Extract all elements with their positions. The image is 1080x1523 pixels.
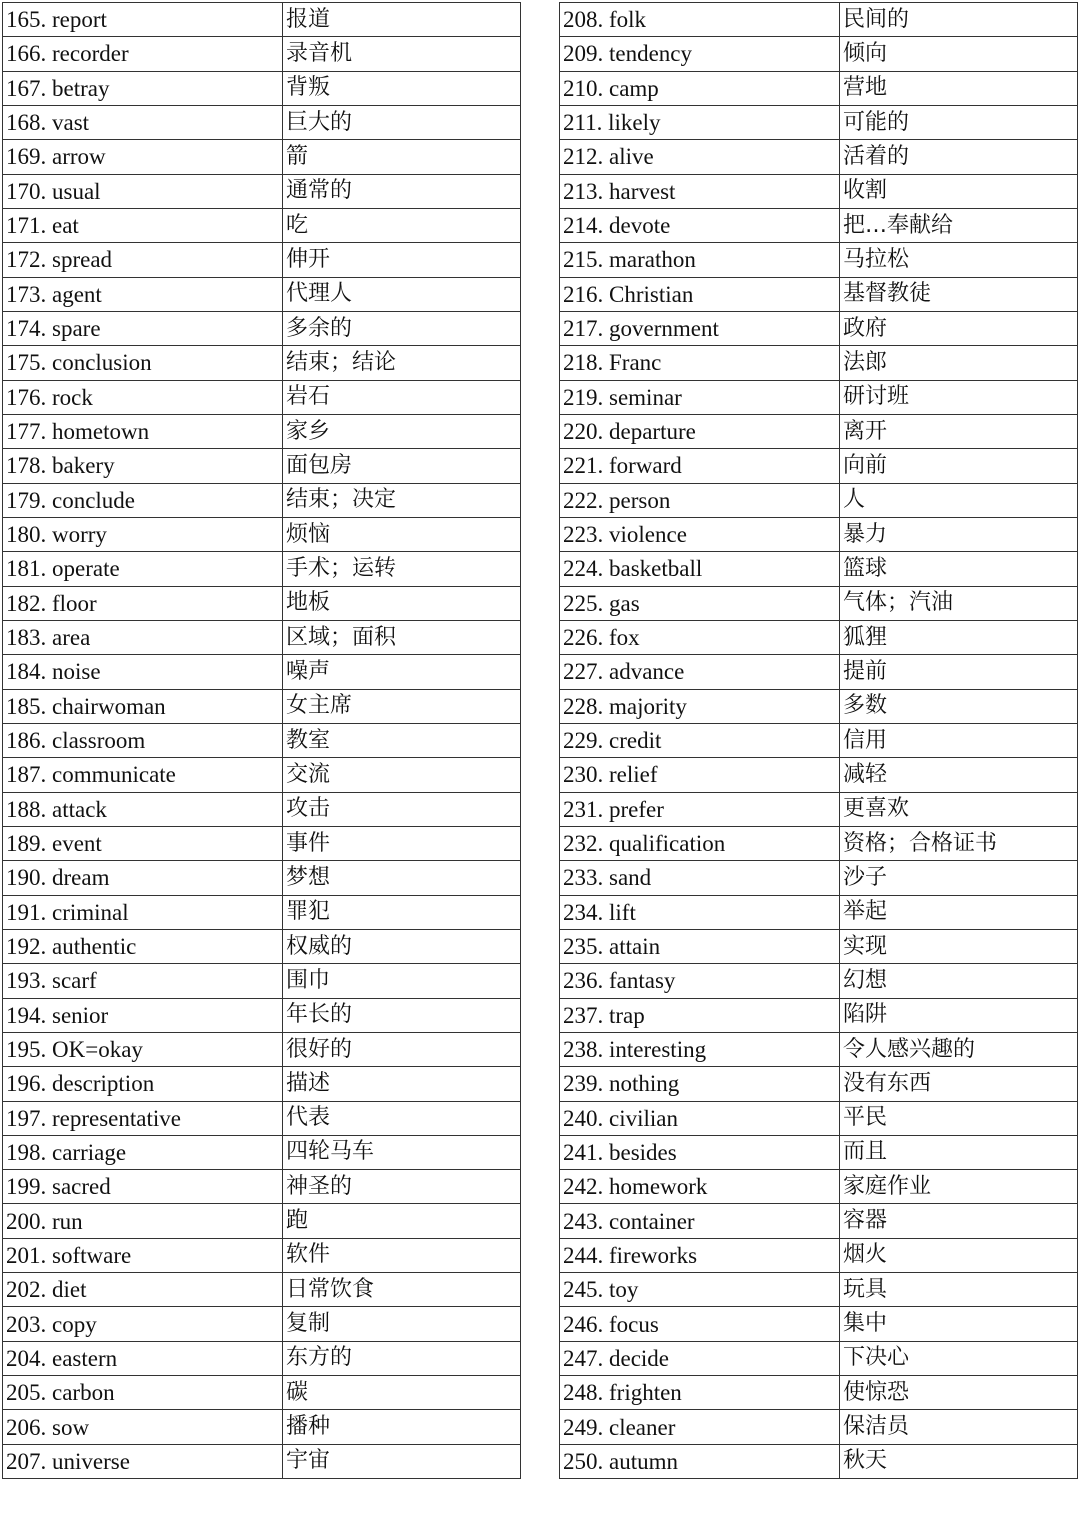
chinese-meaning-cell: 代表 [283,1101,521,1135]
english-word-cell: 183. area [3,620,283,654]
vocabulary-row [3,1204,521,1238]
chinese-meaning-cell: 家乡 [283,414,521,448]
chinese-meaning-cell: 东方的 [283,1341,521,1375]
chinese-meaning-cell: 暴力 [840,517,1078,551]
vocabulary-row [3,758,521,792]
english-word-cell: 195. OK=okay [3,1032,283,1066]
vocabulary-row [560,140,1078,174]
english-word-cell: 198. carriage [3,1135,283,1169]
chinese-meaning-cell: 箭 [283,140,521,174]
chinese-meaning-cell: 地板 [283,586,521,620]
chinese-meaning-cell: 幻想 [840,964,1078,998]
vocabulary-row [3,1341,521,1375]
english-word-cell: 245. toy [560,1273,840,1307]
vocabulary-row [560,483,1078,517]
english-word-cell: 225. gas [560,586,840,620]
chinese-meaning-cell: 沙子 [840,861,1078,895]
english-word-cell: 233. sand [560,861,840,895]
english-word-cell: 223. violence [560,517,840,551]
vocabulary-row [560,414,1078,448]
vocabulary-row [560,1238,1078,1272]
english-word-cell: 170. usual [3,174,283,208]
chinese-meaning-cell: 法郎 [840,346,1078,380]
vocabulary-row [3,140,521,174]
chinese-meaning-cell: 容器 [840,1204,1078,1238]
vocabulary-row [560,1204,1078,1238]
chinese-meaning-cell: 结束；决定 [283,483,521,517]
english-word-cell: 176. rock [3,380,283,414]
vocabulary-row [3,414,521,448]
english-word-cell: 206. sow [3,1410,283,1444]
vocabulary-row [3,723,521,757]
english-word-cell: 247. decide [560,1341,840,1375]
english-word-cell: 212. alive [560,140,840,174]
vocabulary-row [3,208,521,242]
chinese-meaning-cell: 向前 [840,449,1078,483]
chinese-meaning-cell: 多数 [840,689,1078,723]
english-word-cell: 248. frighten [560,1376,840,1410]
english-word-cell: 197. representative [3,1101,283,1135]
english-word-cell: 215. marathon [560,243,840,277]
chinese-meaning-cell: 多余的 [283,311,521,345]
english-word-cell: 242. homework [560,1170,840,1204]
chinese-meaning-cell: 权威的 [283,929,521,963]
chinese-meaning-cell: 通常的 [283,174,521,208]
chinese-meaning-cell: 伸开 [283,243,521,277]
chinese-meaning-cell: 罪犯 [283,895,521,929]
vocabulary-row [3,792,521,826]
english-word-cell: 184. noise [3,655,283,689]
english-word-cell: 235. attain [560,929,840,963]
vocabulary-row [3,552,521,586]
vocabulary-row [3,861,521,895]
english-word-cell: 231. prefer [560,792,840,826]
english-word-cell: 236. fantasy [560,964,840,998]
vocabulary-row [560,723,1078,757]
vocabulary-row [560,655,1078,689]
english-word-cell: 180. worry [3,517,283,551]
english-word-cell: 194. senior [3,998,283,1032]
chinese-meaning-cell: 跑 [283,1204,521,1238]
english-word-cell: 189. event [3,826,283,860]
chinese-meaning-cell: 四轮马车 [283,1135,521,1169]
chinese-meaning-cell: 民间的 [840,3,1078,37]
english-word-cell: 203. copy [3,1307,283,1341]
english-word-cell: 199. sacred [3,1170,283,1204]
vocabulary-row [560,1170,1078,1204]
english-word-cell: 228. majority [560,689,840,723]
vocabulary-row [3,586,521,620]
chinese-meaning-cell: 资格；合格证书 [840,826,1078,860]
english-word-cell: 196. description [3,1067,283,1101]
english-word-cell: 187. communicate [3,758,283,792]
vocabulary-row [3,346,521,380]
english-word-cell: 229. credit [560,723,840,757]
vocabulary-row [3,1170,521,1204]
chinese-meaning-cell: 事件 [283,826,521,860]
left-vocabulary-rows [3,3,521,1479]
english-word-cell: 172. spread [3,243,283,277]
vocabulary-row [560,1101,1078,1135]
vocabulary-row [3,1238,521,1272]
vocabulary-row [560,792,1078,826]
english-word-cell: 211. likely [560,105,840,139]
vocabulary-row [3,655,521,689]
english-word-cell: 193. scarf [3,964,283,998]
chinese-meaning-cell: 马拉松 [840,243,1078,277]
chinese-meaning-cell: 而且 [840,1135,1078,1169]
english-word-cell: 205. carbon [3,1376,283,1410]
english-word-cell: 200. run [3,1204,283,1238]
chinese-meaning-cell: 烦恼 [283,517,521,551]
english-word-cell: 219. seminar [560,380,840,414]
vocabulary-row [3,1410,521,1444]
chinese-meaning-cell: 报道 [283,3,521,37]
vocabulary-row [3,929,521,963]
chinese-meaning-cell: 下决心 [840,1341,1078,1375]
vocabulary-row [3,998,521,1032]
vocabulary-row [560,1307,1078,1341]
english-word-cell: 238. interesting [560,1032,840,1066]
english-word-cell: 249. cleaner [560,1410,840,1444]
chinese-meaning-cell: 提前 [840,655,1078,689]
left-vocabulary-table [2,2,521,1479]
english-word-cell: 188. attack [3,792,283,826]
english-word-cell: 234. lift [560,895,840,929]
right-vocabulary-rows [560,3,1078,1479]
english-word-cell: 226. fox [560,620,840,654]
chinese-meaning-cell: 更喜欢 [840,792,1078,826]
english-word-cell: 246. focus [560,1307,840,1341]
chinese-meaning-cell: 女主席 [283,689,521,723]
english-word-cell: 213. harvest [560,174,840,208]
chinese-meaning-cell: 教室 [283,723,521,757]
english-word-cell: 227. advance [560,655,840,689]
vocabulary-row [560,380,1078,414]
vocabulary-row [560,620,1078,654]
chinese-meaning-cell: 软件 [283,1238,521,1272]
chinese-meaning-cell: 活着的 [840,140,1078,174]
chinese-meaning-cell: 实现 [840,929,1078,963]
english-word-cell: 166. recorder [3,37,283,71]
vocabulary-row [560,1341,1078,1375]
chinese-meaning-cell: 描述 [283,1067,521,1101]
chinese-meaning-cell: 玩具 [840,1273,1078,1307]
chinese-meaning-cell: 岩石 [283,380,521,414]
vocabulary-row [3,174,521,208]
vocabulary-row [3,1307,521,1341]
vocabulary-row [560,37,1078,71]
chinese-meaning-cell: 区域；面积 [283,620,521,654]
chinese-meaning-cell: 举起 [840,895,1078,929]
chinese-meaning-cell: 人 [840,483,1078,517]
english-word-cell: 220. departure [560,414,840,448]
english-word-cell: 237. trap [560,998,840,1032]
english-word-cell: 222. person [560,483,840,517]
chinese-meaning-cell: 攻击 [283,792,521,826]
vocabulary-row [560,929,1078,963]
vocabulary-row [560,1376,1078,1410]
vocabulary-row [560,758,1078,792]
vocabulary-row [560,1273,1078,1307]
chinese-meaning-cell: 家庭作业 [840,1170,1078,1204]
chinese-meaning-cell: 播种 [283,1410,521,1444]
english-word-cell: 208. folk [560,3,840,37]
chinese-meaning-cell: 陷阱 [840,998,1078,1032]
vocabulary-row [3,964,521,998]
vocabulary-row [3,311,521,345]
chinese-meaning-cell: 梦想 [283,861,521,895]
english-word-cell: 173. agent [3,277,283,311]
english-word-cell: 191. criminal [3,895,283,929]
vocabulary-row [3,483,521,517]
vocabulary-row [560,689,1078,723]
english-word-cell: 218. Franc [560,346,840,380]
vocabulary-row [560,1410,1078,1444]
english-word-cell: 221. forward [560,449,840,483]
english-word-cell: 240. civilian [560,1101,840,1135]
english-word-cell: 178. bakery [3,449,283,483]
chinese-meaning-cell: 代理人 [283,277,521,311]
chinese-meaning-cell: 背叛 [283,71,521,105]
english-word-cell: 192. authentic [3,929,283,963]
chinese-meaning-cell: 政府 [840,311,1078,345]
chinese-meaning-cell: 可能的 [840,105,1078,139]
vocabulary-row [3,3,521,37]
chinese-meaning-cell: 面包房 [283,449,521,483]
english-word-cell: 179. conclude [3,483,283,517]
english-word-cell: 181. operate [3,552,283,586]
vocabulary-row [560,964,1078,998]
vocabulary-row [560,895,1078,929]
vocabulary-row [3,620,521,654]
english-word-cell: 239. nothing [560,1067,840,1101]
chinese-meaning-cell: 巨大的 [283,105,521,139]
chinese-meaning-cell: 日常饮食 [283,1273,521,1307]
english-word-cell: 224. basketball [560,552,840,586]
chinese-meaning-cell: 很好的 [283,1032,521,1066]
vocabulary-row [560,71,1078,105]
english-word-cell: 186. classroom [3,723,283,757]
chinese-meaning-cell: 吃 [283,208,521,242]
chinese-meaning-cell: 没有东西 [840,1067,1078,1101]
vocabulary-row [560,1067,1078,1101]
right-vocabulary-table [559,2,1078,1479]
vocabulary-row [560,277,1078,311]
vocabulary-row [3,380,521,414]
vocabulary-row [3,449,521,483]
chinese-meaning-cell: 基督教徒 [840,277,1078,311]
english-word-cell: 201. software [3,1238,283,1272]
vocabulary-row [3,37,521,71]
english-word-cell: 169. arrow [3,140,283,174]
vocabulary-row [3,71,521,105]
chinese-meaning-cell: 令人感兴趣的 [840,1032,1078,1066]
english-word-cell: 217. government [560,311,840,345]
english-word-cell: 207. universe [3,1444,283,1478]
chinese-meaning-cell: 狐狸 [840,620,1078,654]
vocabulary-row [3,895,521,929]
chinese-meaning-cell: 烟火 [840,1238,1078,1272]
english-word-cell: 182. floor [3,586,283,620]
chinese-meaning-cell: 手术；运转 [283,552,521,586]
chinese-meaning-cell: 年长的 [283,998,521,1032]
vocabulary-row [3,277,521,311]
vocabulary-row [560,3,1078,37]
vocabulary-row [560,208,1078,242]
english-word-cell: 185. chairwoman [3,689,283,723]
chinese-meaning-cell: 噪声 [283,655,521,689]
chinese-meaning-cell: 把…奉献给 [840,208,1078,242]
english-word-cell: 202. diet [3,1273,283,1307]
english-word-cell: 190. dream [3,861,283,895]
english-word-cell: 214. devote [560,208,840,242]
english-word-cell: 210. camp [560,71,840,105]
vocabulary-row [3,517,521,551]
chinese-meaning-cell: 离开 [840,414,1078,448]
vocabulary-row [3,1135,521,1169]
chinese-meaning-cell: 神圣的 [283,1170,521,1204]
english-word-cell: 230. relief [560,758,840,792]
english-word-cell: 232. qualification [560,826,840,860]
english-word-cell: 216. Christian [560,277,840,311]
chinese-meaning-cell: 保洁员 [840,1410,1078,1444]
vocabulary-row [560,174,1078,208]
vocabulary-row [3,826,521,860]
english-word-cell: 209. tendency [560,37,840,71]
vocabulary-row [3,1376,521,1410]
vocabulary-row [560,449,1078,483]
vocabulary-row [3,1444,521,1478]
vocabulary-row [560,1135,1078,1169]
chinese-meaning-cell: 减轻 [840,758,1078,792]
vocabulary-row [560,346,1078,380]
vocabulary-row [560,1444,1078,1478]
chinese-meaning-cell: 碳 [283,1376,521,1410]
vocabulary-row [560,552,1078,586]
chinese-meaning-cell: 围巾 [283,964,521,998]
english-word-cell: 250. autumn [560,1444,840,1478]
chinese-meaning-cell: 收割 [840,174,1078,208]
vocabulary-row [3,1273,521,1307]
english-word-cell: 167. betray [3,71,283,105]
chinese-meaning-cell: 倾向 [840,37,1078,71]
vocabulary-row [560,998,1078,1032]
vocabulary-row [560,1032,1078,1066]
chinese-meaning-cell: 气体；汽油 [840,586,1078,620]
chinese-meaning-cell: 篮球 [840,552,1078,586]
vocabulary-row [560,311,1078,345]
english-word-cell: 243. container [560,1204,840,1238]
vocabulary-row [560,586,1078,620]
vocabulary-row [3,1101,521,1135]
english-word-cell: 171. eat [3,208,283,242]
english-word-cell: 174. spare [3,311,283,345]
vocabulary-row [3,689,521,723]
vocabulary-row [560,243,1078,277]
vocabulary-row [3,105,521,139]
chinese-meaning-cell: 使惊恐 [840,1376,1078,1410]
vocabulary-row [3,1032,521,1066]
chinese-meaning-cell: 宇宙 [283,1444,521,1478]
vocabulary-row [560,861,1078,895]
chinese-meaning-cell: 交流 [283,758,521,792]
chinese-meaning-cell: 研讨班 [840,380,1078,414]
vocabulary-row [3,243,521,277]
english-word-cell: 165. report [3,3,283,37]
english-word-cell: 177. hometown [3,414,283,448]
english-word-cell: 168. vast [3,105,283,139]
english-word-cell: 175. conclusion [3,346,283,380]
vocabulary-row [560,517,1078,551]
vocabulary-row [560,105,1078,139]
chinese-meaning-cell: 集中 [840,1307,1078,1341]
chinese-meaning-cell: 复制 [283,1307,521,1341]
chinese-meaning-cell: 营地 [840,71,1078,105]
chinese-meaning-cell: 录音机 [283,37,521,71]
english-word-cell: 244. fireworks [560,1238,840,1272]
english-word-cell: 241. besides [560,1135,840,1169]
chinese-meaning-cell: 平民 [840,1101,1078,1135]
vocabulary-row [560,826,1078,860]
english-word-cell: 204. eastern [3,1341,283,1375]
chinese-meaning-cell: 结束；结论 [283,346,521,380]
chinese-meaning-cell: 秋天 [840,1444,1078,1478]
chinese-meaning-cell: 信用 [840,723,1078,757]
vocabulary-row [3,1067,521,1101]
